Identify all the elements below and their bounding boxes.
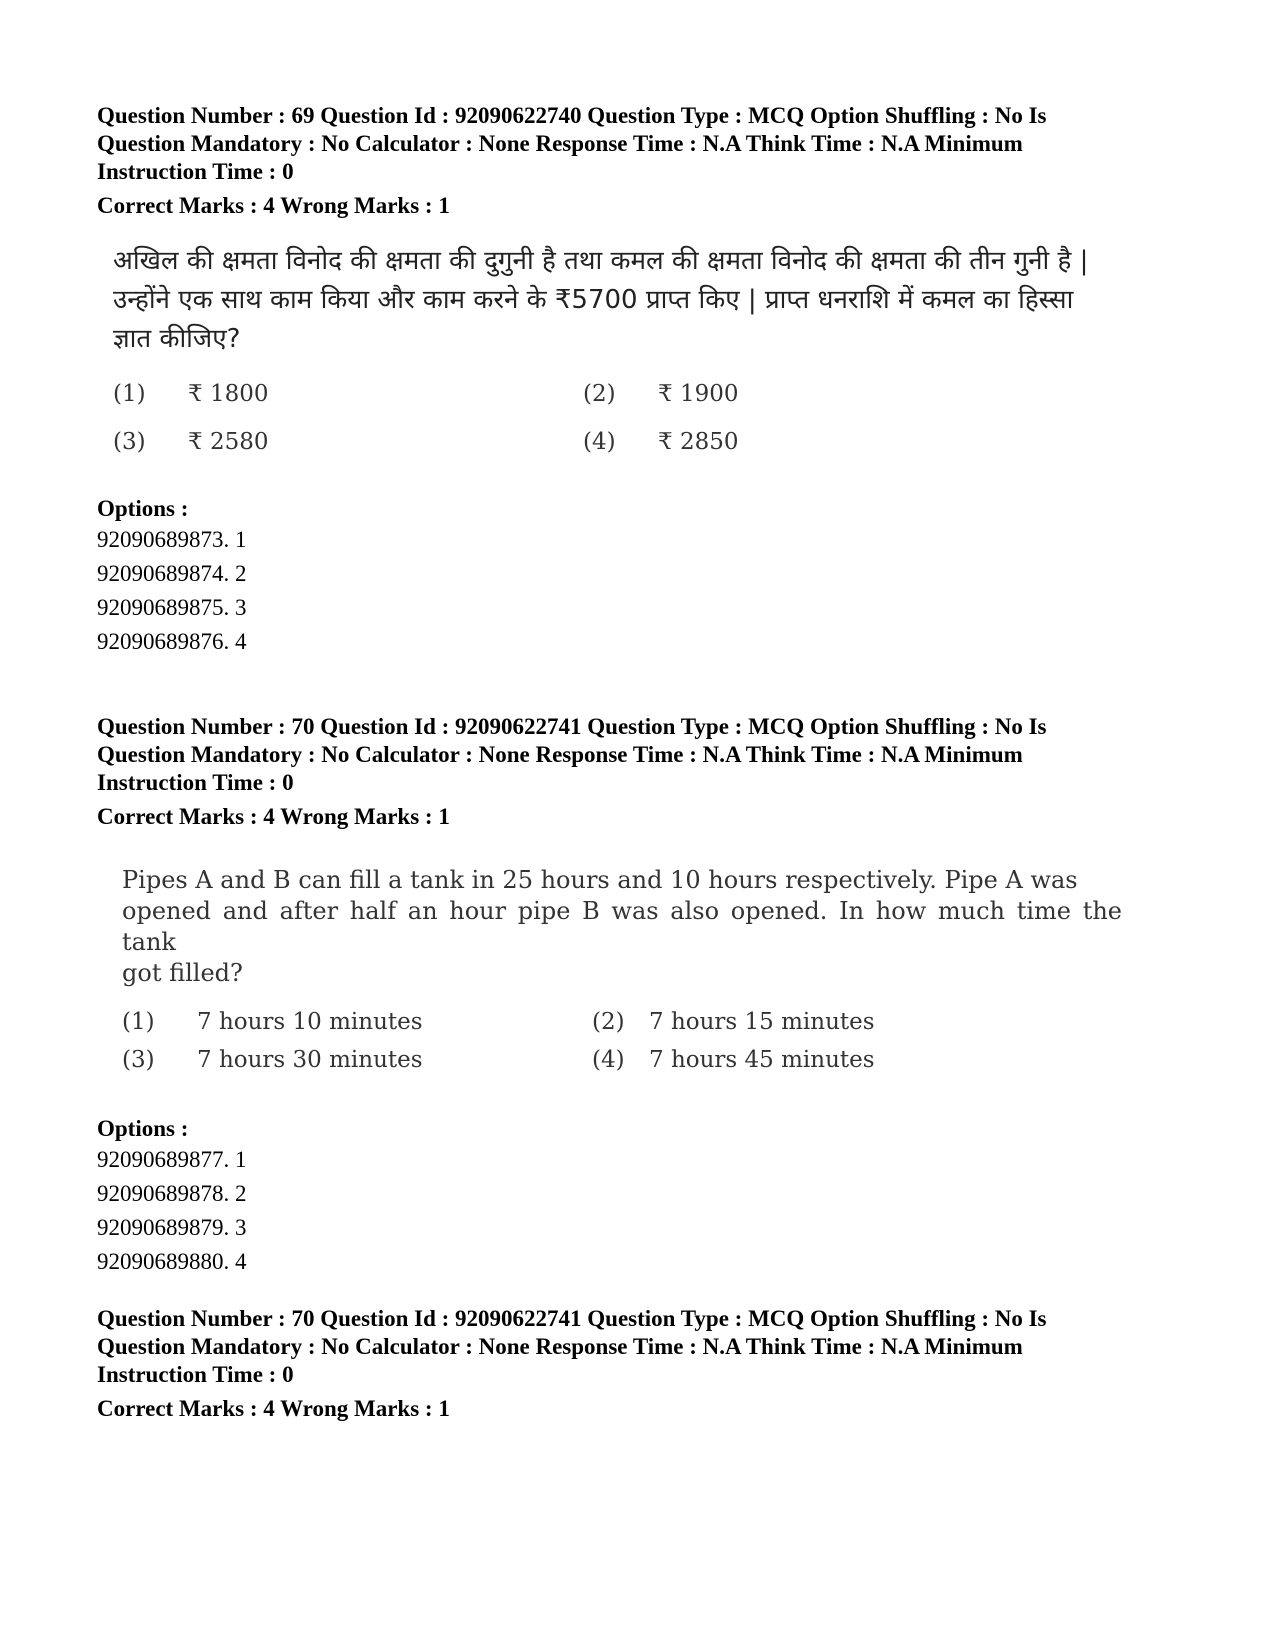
question-block-69 — [97, 102, 1187, 659]
question-text-line: अखिल की क्षमता विनोद की क्षमता की दुगुनी है तथा कमल की क्षमता विनोद की क्षमता की तीन गुनी है | — [113, 246, 1089, 276]
options-heading: Options : — [97, 1116, 189, 1141]
option-id: 92090689875. 3 — [97, 595, 247, 620]
answer-choice — [113, 381, 583, 407]
question-text-line: ज्ञात कीजिए? — [113, 324, 241, 354]
option-id: 92090689874. 2 — [97, 561, 247, 586]
question-text-line: Pipes A and B can fill a tank in 25 hours and 10 hours respectively. Pipe A was — [122, 866, 1078, 894]
question-meta-line: Question Number : 70 Question Id : 92090622741 Question Type : MCQ Option Shuffling : No Is — [97, 714, 1047, 739]
choice-number: (1) — [122, 1009, 155, 1035]
choice-number: (2) — [592, 1009, 625, 1035]
choice-number: (4) — [592, 1047, 625, 1073]
answer-choice — [592, 1009, 1062, 1035]
answer-choice — [122, 1047, 592, 1073]
marks-line: Correct Marks : 4 Wrong Marks : 1 — [97, 1396, 450, 1421]
question-meta-line: Question Mandatory : No Calculator : None Response Time : N.A Think Time : N.A Minimum — [97, 742, 1023, 767]
choice-number: (2) — [583, 381, 616, 407]
question-block-70-repeat — [97, 1305, 1187, 1423]
answer-choices — [113, 381, 1187, 455]
answer-choice — [583, 381, 1053, 407]
options-heading: Options : — [97, 496, 189, 521]
option-id: 92090689878. 2 — [97, 1181, 247, 1206]
question-meta-line: Instruction Time : 0 — [97, 770, 294, 795]
choice-number: (3) — [113, 429, 146, 455]
answer-choice — [122, 1009, 592, 1035]
choice-number: (4) — [583, 429, 616, 455]
answer-choice — [583, 429, 1053, 455]
option-id: 92090689880. 4 — [97, 1249, 247, 1274]
answer-choice — [113, 429, 583, 455]
question-meta-line: Question Mandatory : No Calculator : None Response Time : N.A Think Time : N.A Minimum — [97, 131, 1023, 156]
option-id: 92090689877. 1 — [97, 1147, 247, 1172]
choice-text: ₹ 1900 — [658, 381, 739, 407]
question-image — [97, 242, 1187, 455]
marks-line: Correct Marks : 4 Wrong Marks : 1 — [97, 193, 450, 218]
marks-line: Correct Marks : 4 Wrong Marks : 1 — [97, 804, 450, 829]
choice-text: ₹ 2850 — [658, 429, 739, 455]
choice-number: (1) — [113, 381, 146, 407]
choice-number: (3) — [122, 1047, 155, 1073]
answer-choice — [592, 1047, 1062, 1073]
question-text-line: opened and after half an hour pipe B was also opened. In how much time the tank — [122, 897, 1122, 956]
question-meta-line: Question Mandatory : No Calculator : None Response Time : N.A Think Time : N.A Minimum — [97, 1334, 1023, 1359]
option-id: 92090689873. 1 — [97, 527, 247, 552]
option-id: 92090689879. 3 — [97, 1215, 247, 1240]
choice-text: 7 hours 30 minutes — [197, 1047, 423, 1073]
choice-text: ₹ 2580 — [188, 429, 269, 455]
question-meta-line: Question Number : 70 Question Id : 92090622741 Question Type : MCQ Option Shuffling : No Is — [97, 1306, 1047, 1331]
question-block-70 — [97, 713, 1187, 1279]
question-meta-line: Instruction Time : 0 — [97, 1362, 294, 1387]
question-meta-line: Instruction Time : 0 — [97, 159, 294, 184]
choice-text: ₹ 1800 — [188, 381, 269, 407]
option-id: 92090689876. 4 — [97, 629, 247, 654]
choice-text: 7 hours 10 minutes — [197, 1009, 423, 1035]
question-text-line: got filled? — [122, 959, 243, 987]
question-image — [97, 865, 1187, 1073]
question-text-line: उन्होंने एक साथ काम किया और काम करने के ₹5700 प्राप्त किए | प्राप्त धनराशि में कमल का हिस्सा — [113, 285, 1074, 315]
answer-choices — [122, 1009, 1187, 1073]
question-meta-line: Question Number : 69 Question Id : 92090622740 Question Type : MCQ Option Shuffling : No Is — [97, 103, 1047, 128]
choice-text: 7 hours 15 minutes — [649, 1009, 875, 1035]
options-section — [97, 1115, 1187, 1279]
options-section — [97, 495, 1187, 659]
choice-text: 7 hours 45 minutes — [649, 1047, 875, 1073]
